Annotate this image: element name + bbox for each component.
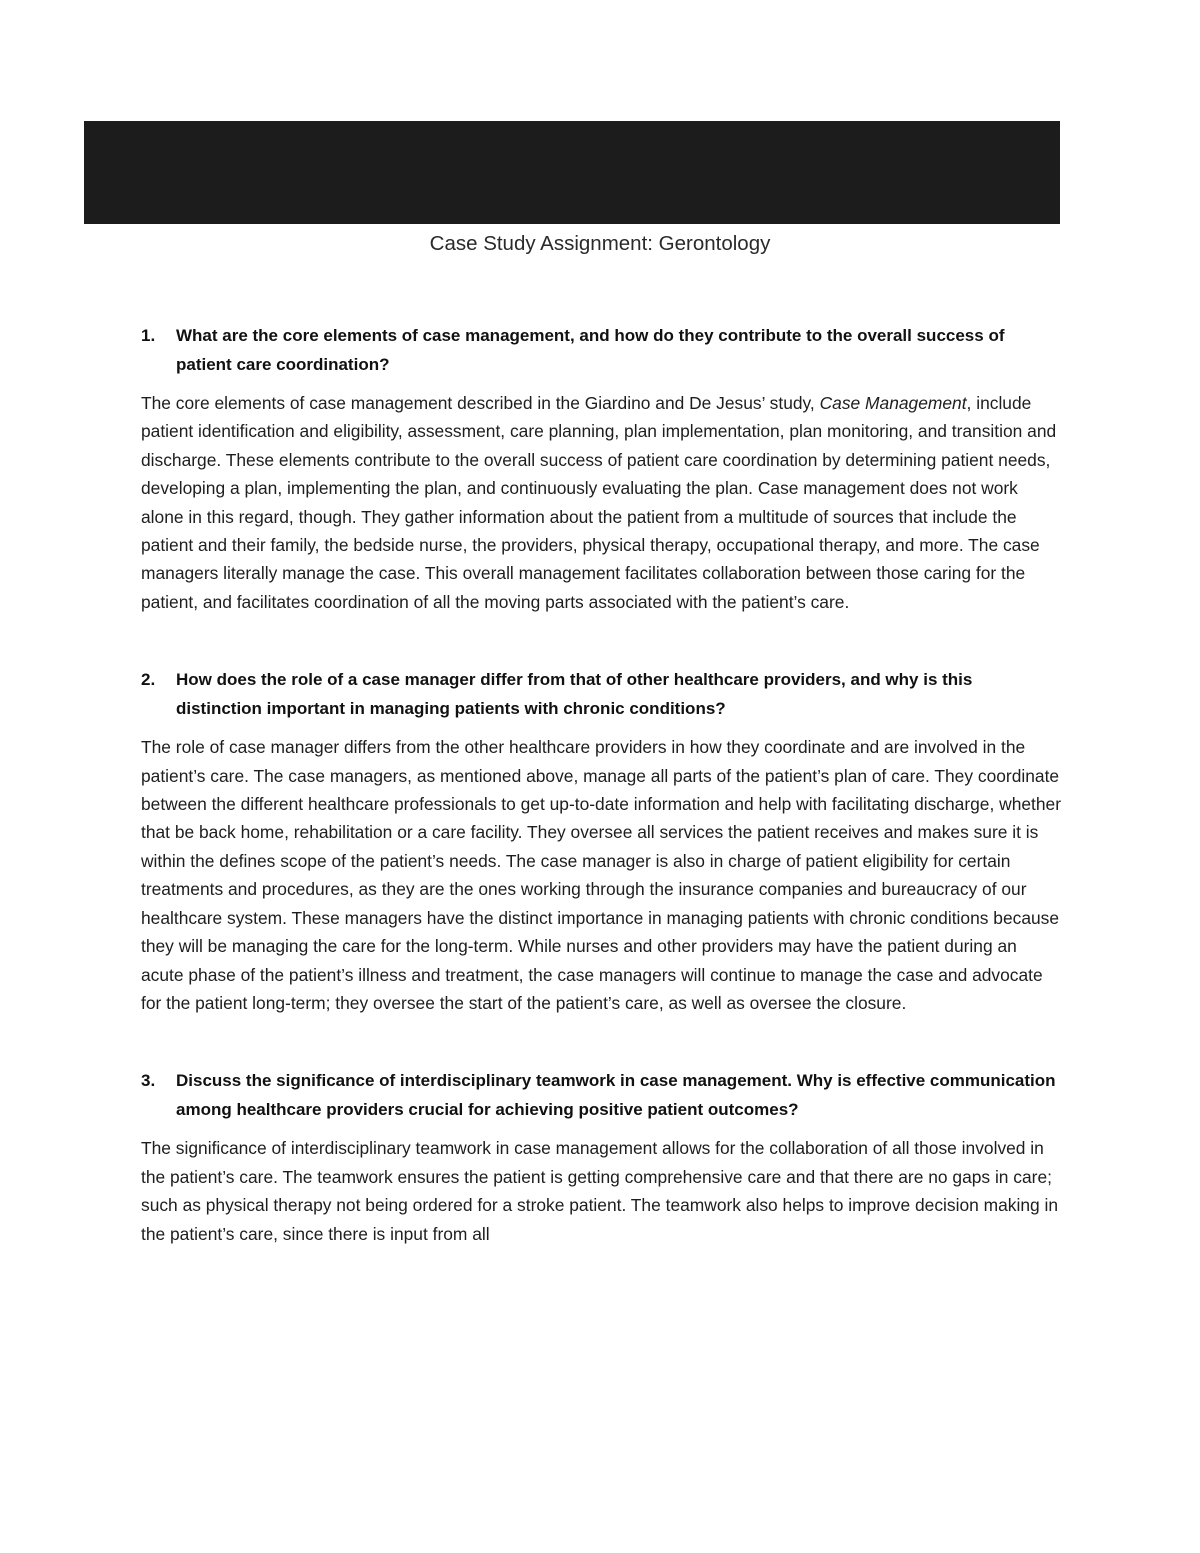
answer-paragraph [141,389,1061,616]
study-title: Case Management [819,393,967,413]
answer-paragraph: The role of case manager differs from the other healthcare providers in how they coordinate and are involved in the patient’s care. The case managers, as mentioned above, manage all parts of the patient’s plan of care. They coordinate between the different healthcare professionals to get up-to-date information and help with facilitating discharge, whether that be back home, rehabilitation or a care facility. They oversee all services the patient receives and makes sure it is within the defines scope of the patient’s needs. The case manager is also in charge of patient eligibility for certain treatments and procedures, as they are the ones working through the insurance companies and bureaucracy of our healthcare system. These managers have the distinct importance in managing patients with chronic conditions because they will be managing the care for the long-term. While nurses and other providers may have the patient during an acute phase of the patient’s illness and treatment, the case managers will continue to manage the case and advocate for the patient long-term; they oversee the start of the patient’s care, as well as oversee the closure. [141,737,1062,1013]
question-heading [141,322,1061,379]
answer-paragraph: The significance of interdisciplinary teamwork in case management allows for the collaboration of all those involved in the patient’s care. The teamwork ensures the patient is getting comprehensive care and that there are no gaps in care; such as physical therapy not being ordered for a stroke patient. The teamwork also helps to improve decision making in the patient’s care, since there is input from all [141,1138,1059,1244]
question-heading [141,1067,1061,1124]
question-text: What are the core elements of case management, and how do they contribute to the overall success of patient care coordination? [176,326,1005,374]
answer-text: The core elements of case management described in the Giardino and De Jesus’ study, [141,393,820,413]
answer-text: , include patient identification and eligibility, assessment, care planning, plan implementation, plan monitoring, and transition and discharge. These elements contribute to the overall success of patient care coordination by determining patient needs, developing a plan, implementing the plan, and continuously evaluating the plan. Case management does not work alone in this regard, though. They gather information about the patient from a multitude of sources that include the patient and their family, the bedside nurse, the providers, physical therapy, occupational therapy, and more. The case managers literally manage the case. This overall management facilitates collaboration between those caring for the patient, and facilitates coordination of all the moving parts associated with the patient’s care. [141,393,1057,612]
question-heading [141,666,1061,723]
document-title: Case Study Assignment: Gerontology [429,232,771,255]
document-body [141,322,1061,1248]
question-section [141,1067,1061,1248]
question-number: 3. [141,1071,156,1091]
question-text: Discuss the significance of interdisciplinary teamwork in case management. Why is effective communication among healthcare providers crucial for achieving positive patient outcomes? [176,1071,1056,1119]
question-number: 2. [141,670,156,690]
redaction-bar [84,121,1060,224]
question-section [141,322,1061,616]
question-section [141,666,1061,1017]
question-number: 1. [141,326,156,345]
question-text: How does the role of a case manager differ from that of other healthcare providers, and why is this distinction important in managing patients with chronic conditions? [176,670,973,718]
